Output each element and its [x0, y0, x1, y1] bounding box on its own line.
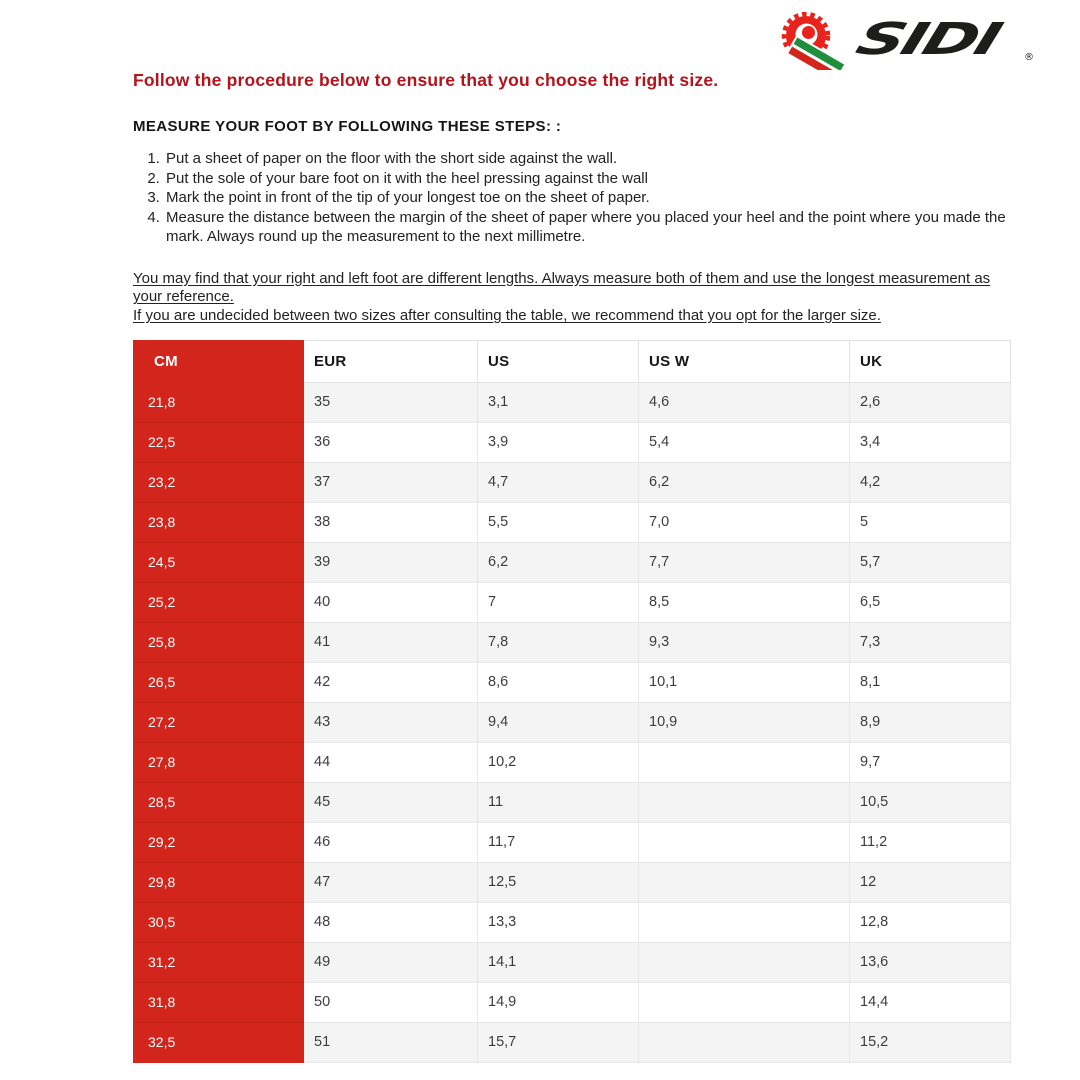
table-row: [134, 822, 1011, 862]
measuring-steps-list: [133, 149, 1010, 247]
cm-cell: 32,5: [134, 1022, 304, 1062]
size-cell: [639, 782, 850, 822]
column-header-uk: UK: [850, 340, 1011, 382]
size-cell: [639, 942, 850, 982]
size-cell: 13,6: [850, 942, 1011, 982]
headline: Follow the procedure below to ensure that you choose the right size.: [133, 70, 719, 90]
size-cell: 8,1: [850, 662, 1011, 702]
size-cell: 2,6: [850, 382, 1011, 422]
table-row: [134, 582, 1011, 622]
size-cell: 10,1: [639, 662, 850, 702]
sidi-wordmark: SIDI: [850, 13, 1006, 65]
column-header-eur: EUR: [304, 340, 478, 382]
size-cell: 4,6: [639, 382, 850, 422]
size-cell: 3,1: [478, 382, 639, 422]
size-cell: 4,7: [478, 462, 639, 502]
table-row: [134, 662, 1011, 702]
column-header-usw: US W: [639, 340, 850, 382]
size-cell: 44: [304, 742, 478, 782]
size-cell: 42: [304, 662, 478, 702]
size-cell: 37: [304, 462, 478, 502]
table-row: [134, 622, 1011, 662]
size-cell: 9,7: [850, 742, 1011, 782]
table-row: [134, 742, 1011, 782]
size-cell: 6,5: [850, 582, 1011, 622]
size-table-header: [134, 340, 1011, 382]
size-cell: [639, 1022, 850, 1062]
table-row: [134, 782, 1011, 822]
size-cell: 7,8: [478, 622, 639, 662]
size-cell: 9,4: [478, 702, 639, 742]
size-guide-content: [133, 0, 1010, 1063]
note-measure-both-feet: You may find that your right and left foot are different lengths. Always measure both of them and use the longest measurement as your reference.: [133, 269, 991, 306]
step-item: 3. Mark the point in front of the tip of your longest toe on the sheet of paper.: [164, 188, 1010, 208]
size-cell: 13,3: [478, 902, 639, 942]
size-cell: 7: [478, 582, 639, 622]
note-choose-larger-size: If you are undecided between two sizes after consulting the table, we recommend that you opt for the larger size.: [133, 307, 881, 325]
size-cell: 11,2: [850, 822, 1011, 862]
size-cell: 51: [304, 1022, 478, 1062]
cm-cell: 31,2: [134, 942, 304, 982]
size-cell: 7,0: [639, 502, 850, 542]
size-cell: 14,4: [850, 982, 1011, 1022]
column-header-us: US: [478, 340, 639, 382]
size-cell: 40: [304, 582, 478, 622]
size-cell: 38: [304, 502, 478, 542]
table-row: [134, 382, 1011, 422]
table-row: [134, 462, 1011, 502]
cm-cell: 28,5: [134, 782, 304, 822]
size-cell: 3,4: [850, 422, 1011, 462]
size-cell: 36: [304, 422, 478, 462]
header-row: [134, 340, 1011, 382]
cm-cell: 31,8: [134, 982, 304, 1022]
size-cell: 12: [850, 862, 1011, 902]
size-cell: 14,1: [478, 942, 639, 982]
size-table-body: [134, 382, 1011, 1062]
size-cell: 15,7: [478, 1022, 639, 1062]
size-cell: 11,7: [478, 822, 639, 862]
size-cell: 5: [850, 502, 1011, 542]
cm-cell: 29,8: [134, 862, 304, 902]
size-cell: 39: [304, 542, 478, 582]
size-cell: 14,9: [478, 982, 639, 1022]
notes: [133, 270, 1010, 326]
table-row: [134, 942, 1011, 982]
cm-cell: 29,2: [134, 822, 304, 862]
cm-cell: 23,8: [134, 502, 304, 542]
cm-cell: 25,2: [134, 582, 304, 622]
step-item: 2. Put the sole of your bare foot on it with the heel pressing against the wall: [164, 169, 1010, 189]
size-cell: 7,7: [639, 542, 850, 582]
size-cell: [639, 822, 850, 862]
size-cell: 46: [304, 822, 478, 862]
size-cell: 15,2: [850, 1022, 1011, 1062]
size-cell: [639, 862, 850, 902]
table-row: [134, 502, 1011, 542]
size-cell: 3,9: [478, 422, 639, 462]
size-cell: 11: [478, 782, 639, 822]
cm-cell: 27,2: [134, 702, 304, 742]
size-cell: 10,2: [478, 742, 639, 782]
size-cell: 10,5: [850, 782, 1011, 822]
size-cell: 5,5: [478, 502, 639, 542]
size-cell: 7,3: [850, 622, 1011, 662]
size-cell: 45: [304, 782, 478, 822]
size-cell: 8,9: [850, 702, 1011, 742]
size-cell: [639, 982, 850, 1022]
cm-cell: 23,2: [134, 462, 304, 502]
table-row: [134, 902, 1011, 942]
size-cell: 8,5: [639, 582, 850, 622]
steps-title: MEASURE YOUR FOOT BY FOLLOWING THESE STEPS: :: [133, 118, 562, 135]
size-conversion-table: [133, 340, 1011, 1063]
cm-cell: 27,8: [134, 742, 304, 782]
size-cell: 10,9: [639, 702, 850, 742]
size-cell: 4,2: [850, 462, 1011, 502]
size-cell: [639, 742, 850, 782]
size-cell: [639, 902, 850, 942]
size-cell: 50: [304, 982, 478, 1022]
size-cell: 9,3: [639, 622, 850, 662]
table-row: [134, 702, 1011, 742]
size-cell: 48: [304, 902, 478, 942]
cm-cell: 21,8: [134, 382, 304, 422]
size-cell: 6,2: [478, 542, 639, 582]
size-cell: 47: [304, 862, 478, 902]
size-cell: 49: [304, 942, 478, 982]
cm-cell: 26,5: [134, 662, 304, 702]
size-cell: 12,5: [478, 862, 639, 902]
step-item: 1. Put a sheet of paper on the floor with the short side against the wall.: [164, 149, 1010, 169]
table-row: [134, 422, 1011, 462]
table-row: [134, 862, 1011, 902]
cm-cell: 22,5: [134, 422, 304, 462]
registered-trademark-symbol: ®: [1024, 52, 1034, 63]
column-header-cm: CM: [134, 340, 304, 382]
size-cell: 12,8: [850, 902, 1011, 942]
size-cell: 5,7: [850, 542, 1011, 582]
step-item: 4. Measure the distance between the margin of the sheet of paper where you placed your heel and the point where you made the mark. Always round up the measurement to the next millimetre.: [164, 208, 1010, 247]
size-cell: 5,4: [639, 422, 850, 462]
size-cell: 6,2: [639, 462, 850, 502]
size-cell: 8,6: [478, 662, 639, 702]
size-cell: 35: [304, 382, 478, 422]
cm-cell: 24,5: [134, 542, 304, 582]
table-row: [134, 982, 1011, 1022]
table-row: [134, 542, 1011, 582]
table-row: [134, 1022, 1011, 1062]
size-cell: 41: [304, 622, 478, 662]
cm-cell: 25,8: [134, 622, 304, 662]
size-cell: 43: [304, 702, 478, 742]
cm-cell: 30,5: [134, 902, 304, 942]
